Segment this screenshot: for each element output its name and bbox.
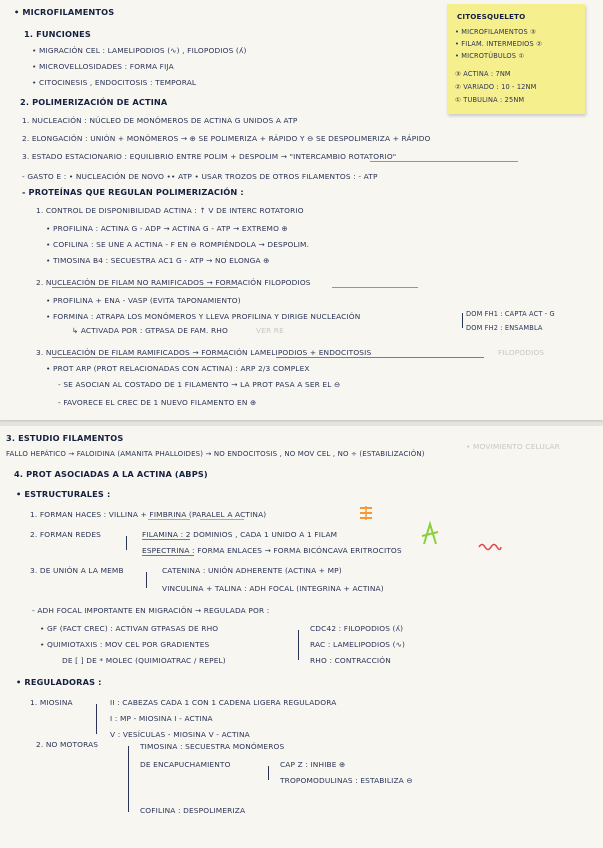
rho-rac: RAC : LAMELIPODIOS (∿) [310,640,406,649]
sticky-note [447,4,585,114]
estudio-line: FALLO HEPÁTICO → FALOIDINA (AMANITA PHALLOIDES) → NO ENDOCITOSIS , NO MOV CEL , NO ÷ (ESTABILIZACIÓN) [6,450,425,458]
estudio-heading: 3. ESTUDIO FILAMENTOS [6,433,124,443]
underline-green [52,357,228,358]
ghost-text: • MOVIMIENTO CELULAR [466,442,560,451]
proteinas-heading: - PROTEÍNAS QUE REGULAN POLIMERIZACIÓN : [22,187,244,197]
notes-sheet-1 [0,0,603,420]
funcion-item: • MIGRACIÓN CEL : LAMELIPODIOS (∿) , FILOPODIOS (ʎ) [32,46,247,55]
adh-focal: - ADH FOCAL IMPORTANTE EN MIGRACIÓN → REGULADA POR : [32,606,270,615]
filamina: FILAMINA : 2 DOMINIOS , CADA 1 UNIDO A 1 FILAM [142,530,338,539]
underline-pink [332,287,418,288]
estructurales-heading: • ESTRUCTURALES : [16,489,111,499]
vinculina-talina: VINCULINA + TALINA : ADH FOCAL (INTEGRINA + ACTINA) [162,584,384,593]
nucl-item: • FORMINA : ATRAPA LOS MONÓMEROS Y LLEVA PROFILINA Y DIRIGE NUCLEACIÓN [46,312,361,321]
control-heading: 1. CONTROL DE DISPONIBILIDAD ACTINA : ↑ V DE INTERC ROTATORIO [36,206,304,215]
bracket [146,572,147,588]
quimiotaxis-line: • QUIMIOTAXIS : MOV CEL POR GRADIENTES [40,640,210,649]
funciones-heading: 1. FUNCIONES [24,29,91,39]
nucleacion-no-ramif-heading: 2. NUCLEACIÓN DE FILAM NO RAMIFICADOS → FORMACIÓN FILOPODIOS [36,278,311,287]
miosina-label: 1. MIOSINA [30,698,73,707]
encapuchamiento: DE ENCAPUCHAMIENTO [140,760,231,769]
sticky-size: ① TUBULINA : 25NM [455,96,525,104]
control-item: • TIMOSINA B4 : SECUESTRA AC1 G - ATP → NO ELONGA ⊕ [46,256,270,265]
funcion-item: • CITOCINESIS , ENDOCITOSIS : TEMPORAL [32,78,197,87]
bracket [462,313,463,328]
catenina: CATENINA : UNIÓN ADHERENTE (ACTINA + MP) [162,566,342,575]
gf-line: • GF (FACT CREC) : ACTIVAN GTPASAS DE RHO [40,624,219,633]
gasto-energia: - GASTO E : • NUCLEACIÓN DE NOVO •• ATP • USAR TROZOS DE OTROS FILAMENTOS : - ATP [22,172,378,181]
nucl-sub: ↳ ACTIVADA POR : GTPASA DE FAM. RHO [72,326,228,335]
bracket [298,630,299,660]
reguladoras-heading: • REGULADORAS : [16,677,102,687]
sticky-item: • MICROFILAMENTOS ③ [455,28,537,36]
polim-step: 2. ELONGACIÓN : UNIÓN + MONÓMEROS → ⊕ SE POLIMERIZA + RÁPIDO Y ⊖ SE DESPOLIMERIZA + RÁPIDO [22,134,431,143]
quimiotaxis-sub: DE [ ] DE * MOLEC (QUIMIOATRAC / REPEL) [62,656,226,665]
underline-purple [276,357,484,358]
rho-rho: RHO : CONTRACCIÓN [310,656,391,665]
bracket [126,536,127,550]
haces-doodle-icon [358,504,380,522]
sticky-item: • FILAM. INTERMEDIOS ② [455,40,543,48]
control-item: • COFILINA : SE UNE A ACTINA - F EN ⊖ ROMPIÉNDOLA → DESPOLIM. [46,240,310,249]
sticky-size: ③ ACTINA : 7NM [455,70,511,78]
control-item: • PROFILINA : ACTINA G - ADP → ACTINA G - ATP → EXTREMO ⊕ [46,224,288,233]
page-title: • MICROFILAMENTOS [14,7,115,17]
dom-fh1: DOM FH1 : CAPTA ACT - G [466,310,555,318]
funcion-item: • MICROVELLOSIDADES : FORMA FIJA [32,62,174,71]
cofilina: COFILINA : DESPOLIMERIZA [140,806,246,815]
dom-fh2: DOM FH2 : ENSAMBLA [466,324,543,332]
polim-step-text: 3. ESTADO ESTACIONARIO : EQUILIBRIO ENTRE POLIM + DESPOLIM → "INTERCAMBIO ROTATORIO" [22,152,397,161]
ram-item: - FAVORECE EL CREC DE 1 NUEVO FILAMENTO EN ⊕ [58,398,257,407]
rho-cdc42: CDC42 : FILOPODIOS (ʎ) [310,624,404,633]
forman-haces: 1. FORMAN HACES : VILLINA + FIMBRINA (PARALEL A ACTINA) [30,510,267,519]
tropomodulinas: TROPOMODULINAS : ESTABILIZA ⊖ [280,776,413,785]
notes-sheet-2 [0,426,603,848]
no-motoras-label: 2. NO MOTORAS [36,740,99,749]
miosina-ii: II : CABEZAS CADA 1 CON 1 CADENA LIGERA REGULADORA [110,698,337,707]
espectrina: ESPECTRINA : FORMA ENLACES → FORMA BICÓNCAVA ERITROCITOS [142,546,402,555]
bracket [96,704,97,734]
bracket [128,746,129,812]
underline-orange [148,519,190,520]
bracket [268,766,269,780]
espectrina-doodle-icon [478,542,502,552]
underline-green [52,287,238,288]
miosina-v: V : VESÍCULAS - MIOSINA V - ACTINA [110,730,250,739]
timosina: TIMOSINA : SECUESTRA MONÓMEROS [140,742,285,751]
forman-redes-label: 2. FORMAN REDES [30,530,102,539]
underline-red [142,555,194,556]
underline-green [142,539,190,540]
ram-item: • PROT ARP (PROT RELACIONADAS CON ACTINA) : ARP 2/3 COMPLEX [46,364,310,373]
underline-intercambio [370,161,518,162]
miosina-i: I : MP - MIOSINA I - ACTINA [110,714,213,723]
sticky-title: CITOESQUELETO [457,12,526,21]
sticky-item: • MICROTÚBULOS ① [455,52,525,60]
underline-orange [200,519,244,520]
nucl-item: • PROFILINA + ENA - VASP (EVITA TAPONAMIENTO) [46,296,241,305]
filamina-doodle-icon [420,520,440,548]
polim-step: 1. NUCLEACIÓN : NÚCLEO DE MONÓMEROS DE ACTINA G UNIDOS A ATP [22,116,298,125]
ghost-text: VER RE [256,326,284,335]
polimerizacion-heading: 2. POLIMERIZACIÓN DE ACTINA [20,97,168,107]
ram-item: - SE ASOCIAN AL COSTADO DE 1 FILAMENTO → LA PROT PASA A SER EL ⊖ [58,380,341,389]
union-memb-label: 3. DE UNIÓN A LA MEMB [30,566,124,575]
polim-step [22,152,396,161]
ghost-text: FILOPODIOS [498,348,545,357]
prot-asociadas-heading: 4. PROT ASOCIADAS A LA ACTINA (ABPS) [14,469,208,479]
sticky-size: ② VARIADO : 10 - 12NM [455,83,537,91]
cap-z: CAP Z : INHIBE ⊕ [280,760,346,769]
nucleacion-ramif-heading: 3. NUCLEACIÓN DE FILAM RAMIFICADOS → FORMACIÓN LAMELIPODIOS + ENDOCITOSIS [36,348,372,357]
